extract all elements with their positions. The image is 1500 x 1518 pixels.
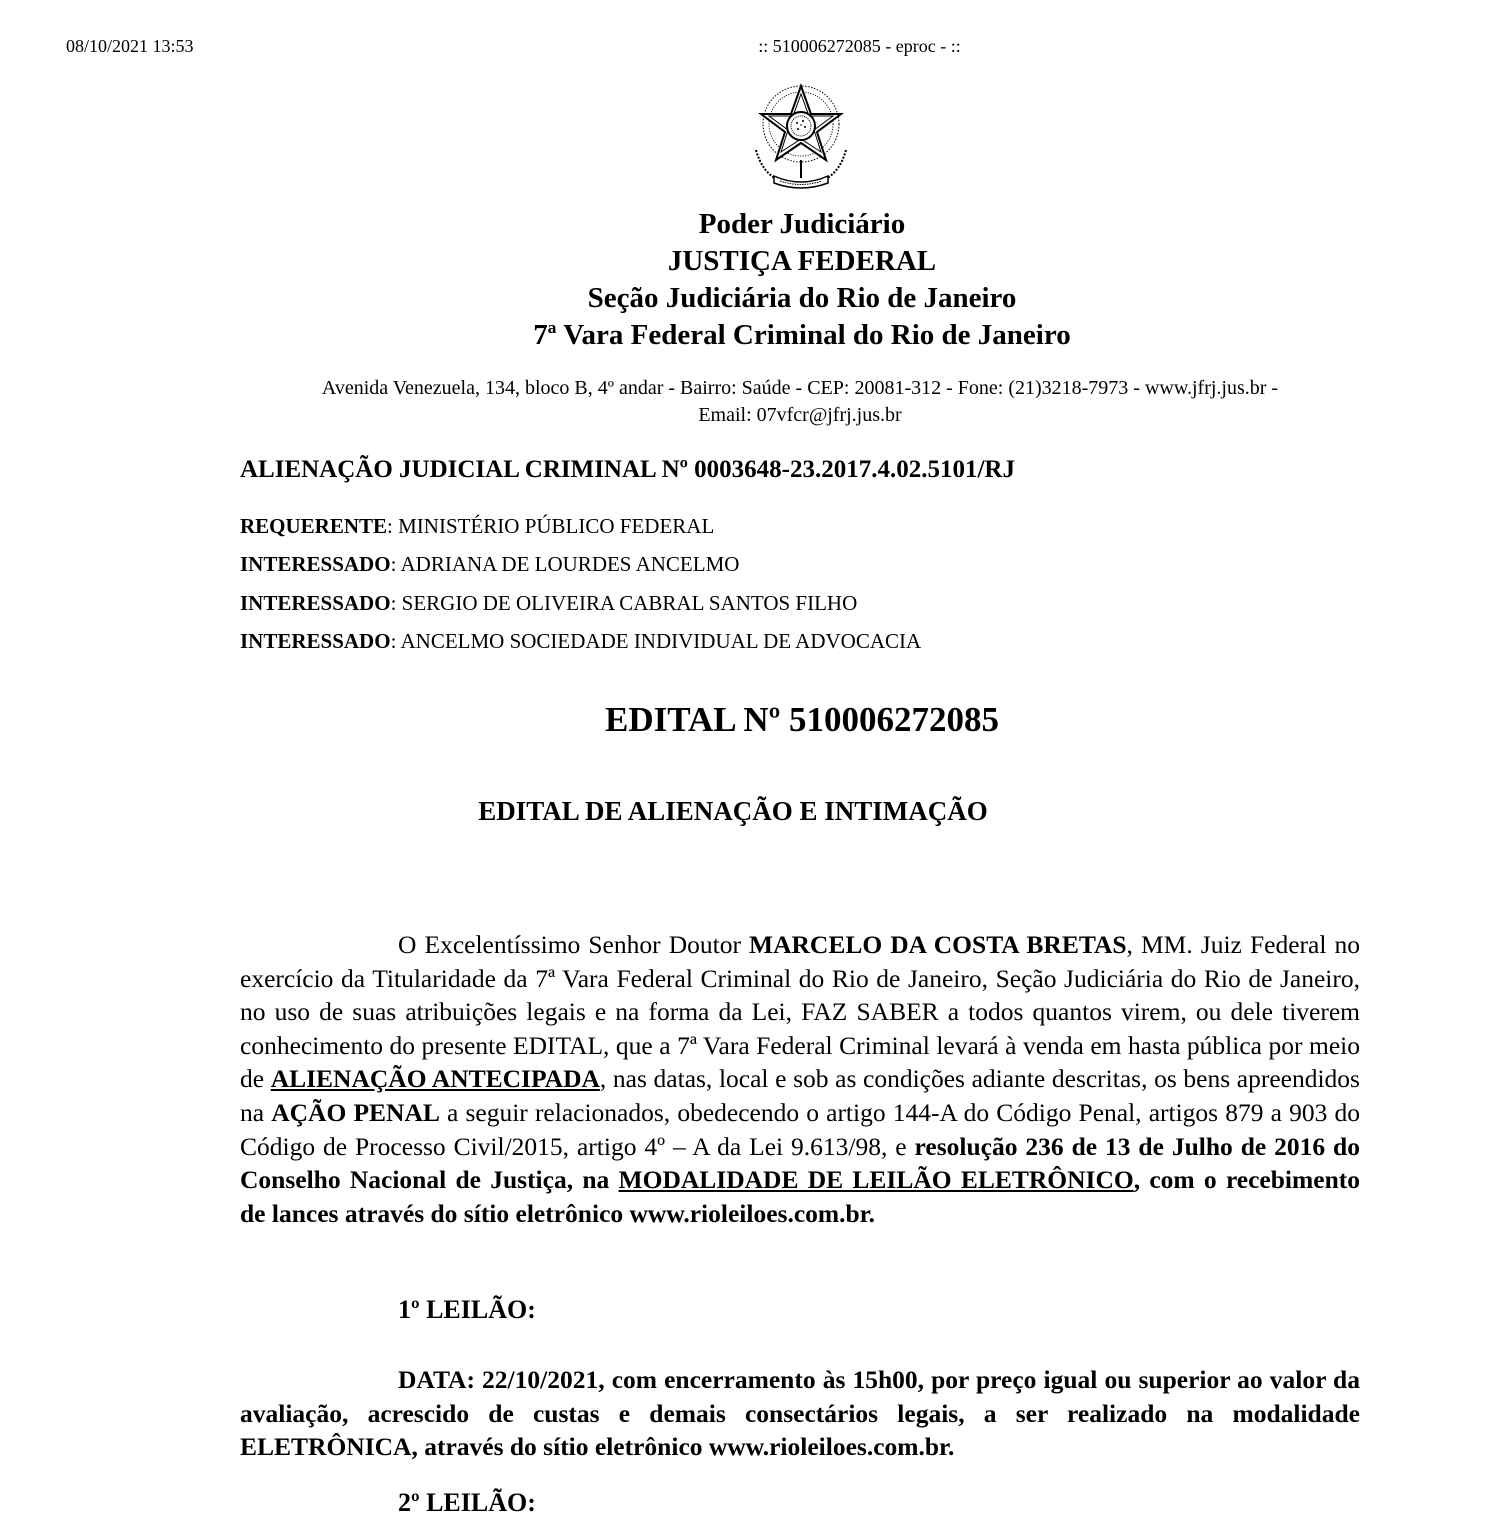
party-name: : MINISTÉRIO PÚBLICO FEDERAL — [387, 514, 715, 538]
bid-site-text: , com o recebimento de lances através do sítio eletrônico www.rioleiloes.com.br. — [240, 1165, 1361, 1228]
first-auction-heading: 1º LEILÃO: — [398, 1295, 536, 1324]
judge-name: MARCELO DA COSTA BRETAS — [749, 930, 1127, 959]
text-segment: O Excelentíssimo Senhor Doutor — [398, 930, 750, 959]
party-role: REQUERENTE — [240, 514, 388, 538]
process-title: ALIENAÇÃO JUDICIAL CRIMINAL Nº 0003648-23.2017.4.02.5101/RJ — [240, 456, 1015, 483]
edital-number: EDITAL Nº 510006272085 — [604, 700, 999, 739]
party-name: : ADRIANA DE LOURDES ANCELMO — [390, 552, 740, 577]
document-reference: :: 510006272085 - eproc - :: — [758, 36, 961, 56]
address-line-1: Avenida Venezuela, 134, bloco B, 4º andar - Bairro: Saúde - CEP: 20081-312 - Fone: (21)3218-7973 - www.jfrj.jus.br - — [321, 377, 1279, 399]
party-row — [240, 584, 921, 622]
party-row — [240, 507, 921, 545]
edital-subtitle: EDITAL DE ALIENAÇÃO E INTIMAÇÃO — [478, 796, 988, 826]
auction-modality: MODALIDADE DE LEILÃO ELETRÔNICO — [618, 1165, 1134, 1195]
party-role: INTERESSADO — [240, 629, 391, 654]
party-name: : ANCELMO SOCIEDADE INDIVIDUAL DE ADVOCACIA — [390, 629, 922, 654]
alienation-type: ALIENAÇÃO ANTECIPADA — [270, 1064, 600, 1094]
text-segment: , MM. Juiz Federal no exercício da Titularidade da 7ª Vara Federal Criminal do Rio de Janeiro, Seção Judiciária do Rio de Janeiro, no uso de suas atribuições legais e na forma da Lei, FAZ SABER a todos quantos virem, ou dele tiverem conhecimento do presente EDITAL, que a 7ª Vara Federal Criminal levará à venda em hasta pública por meio de — [240, 930, 1360, 1094]
text-segment: , nas datas, local e sob as condições adiante descritas, os bens apreendidos na — [240, 1064, 1360, 1127]
party-name: : SERGIO DE OLIVEIRA CABRAL SANTOS FILHO — [390, 590, 858, 615]
parties-list — [240, 507, 921, 661]
party-role: INTERESSADO — [240, 552, 391, 577]
org-court: 7ª Vara Federal Criminal do Rio de Janeiro — [533, 319, 1071, 351]
second-auction-heading-partial: 2º LEILÃO: — [398, 1488, 536, 1517]
main-paragraph — [240, 928, 1360, 1230]
first-auction-details: DATA: 22/10/2021, com encerramento às 15h00, por preço igual ou superior ao valor da avaliação, acrescido de custas e demais consectários legais, a ser realizado na modalidade ELETRÔNICA, através do sítio eletrônico www.rioleiloes.com.br. — [240, 1365, 1360, 1462]
text-segment: a seguir relacionados, obedecendo o artigo 144-A do Código Penal, artigos 879 a 903 do Código de Processo Civil/2015, artigo 4º – A da Lei 9.613/98, e — [240, 1097, 1360, 1161]
court-address — [240, 375, 1360, 429]
address-line-2: Email: 07vfcr@jfrj.jus.br — [698, 404, 902, 426]
org-section: Seção Judiciária do Rio de Janeiro — [587, 282, 1017, 314]
party-row — [240, 622, 921, 660]
party-row — [240, 545, 921, 583]
penal-action: AÇÃO PENAL — [271, 1097, 440, 1127]
resolution-ref: resolução 236 de 13 de Julho de 2016 do Conselho Nacional de Justiça, na — [240, 1131, 1360, 1195]
party-role: INTERESSADO — [240, 590, 391, 615]
print-timestamp: 08/10/2021 13:53 — [66, 36, 194, 56]
brazil-coat-of-arms-icon — [748, 80, 854, 192]
org-justice: JUSTIÇA FEDERAL — [667, 245, 937, 277]
org-power: Poder Judiciário — [698, 208, 906, 240]
